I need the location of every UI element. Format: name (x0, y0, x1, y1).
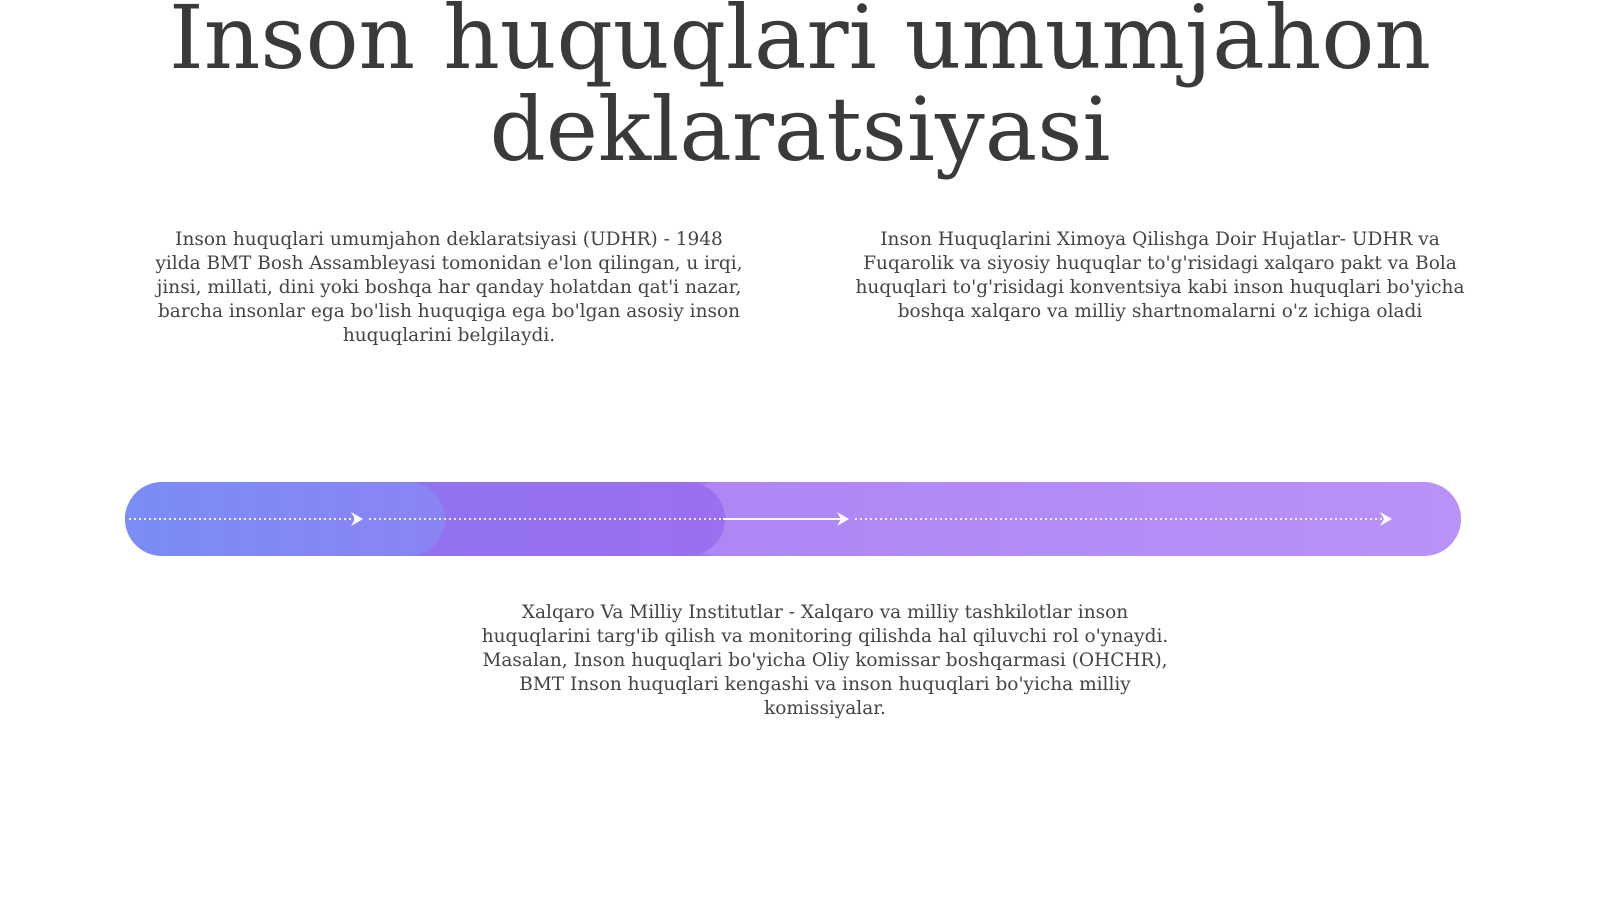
timeline-item-1-text: Inson huquqlari umumjahon deklaratsiyasi (UDHR) - 1948 yilda BMT Bosh Assambleyasi tomonidan e'lon qilingan, u irqi, jinsi, millati, dini yoki boshqa har qanday holatdan qat'i nazar, barcha insonlar ega bo'lish huquqiga ega bo'lgan asosiy inson huquqlarini belgilaydi. (155, 229, 743, 346)
timeline-arrows (125, 482, 1461, 556)
timeline-item-2-text: Inson Huquqlarini Ximoya Qilishga Doir Hujatlar- UDHR va Fuqarolik va siyosiy huquqlar to'g'risidagi xalqaro pakt va Bola huquqlari to'g'risidagi konventsiya kabi inson huquqlari bo'yicha boshqa xalqaro va milliy shartnomalarni o'z ichiga oladi (855, 229, 1465, 322)
timeline-item-3-text: Xalqaro Va Milliy Institutlar - Xalqaro va milliy tashkilotlar inson huquqlarini targ'ib qilish va monitoring qilishda hal qiluvchi rol o'ynaydi. Masalan, Inson huquqlari bo'yicha Oliy komissar boshqarmasi (OHCHR), BMT Inson huquqlari kengashi va inson huquqlari bo'yicha milliy komissiyalar. (481, 602, 1169, 719)
arrow-icon-1 (351, 512, 363, 526)
timeline-bar (125, 482, 1461, 556)
page-title: Inson huquqlari umumjahon deklaratsiyasi (168, 0, 1432, 181)
